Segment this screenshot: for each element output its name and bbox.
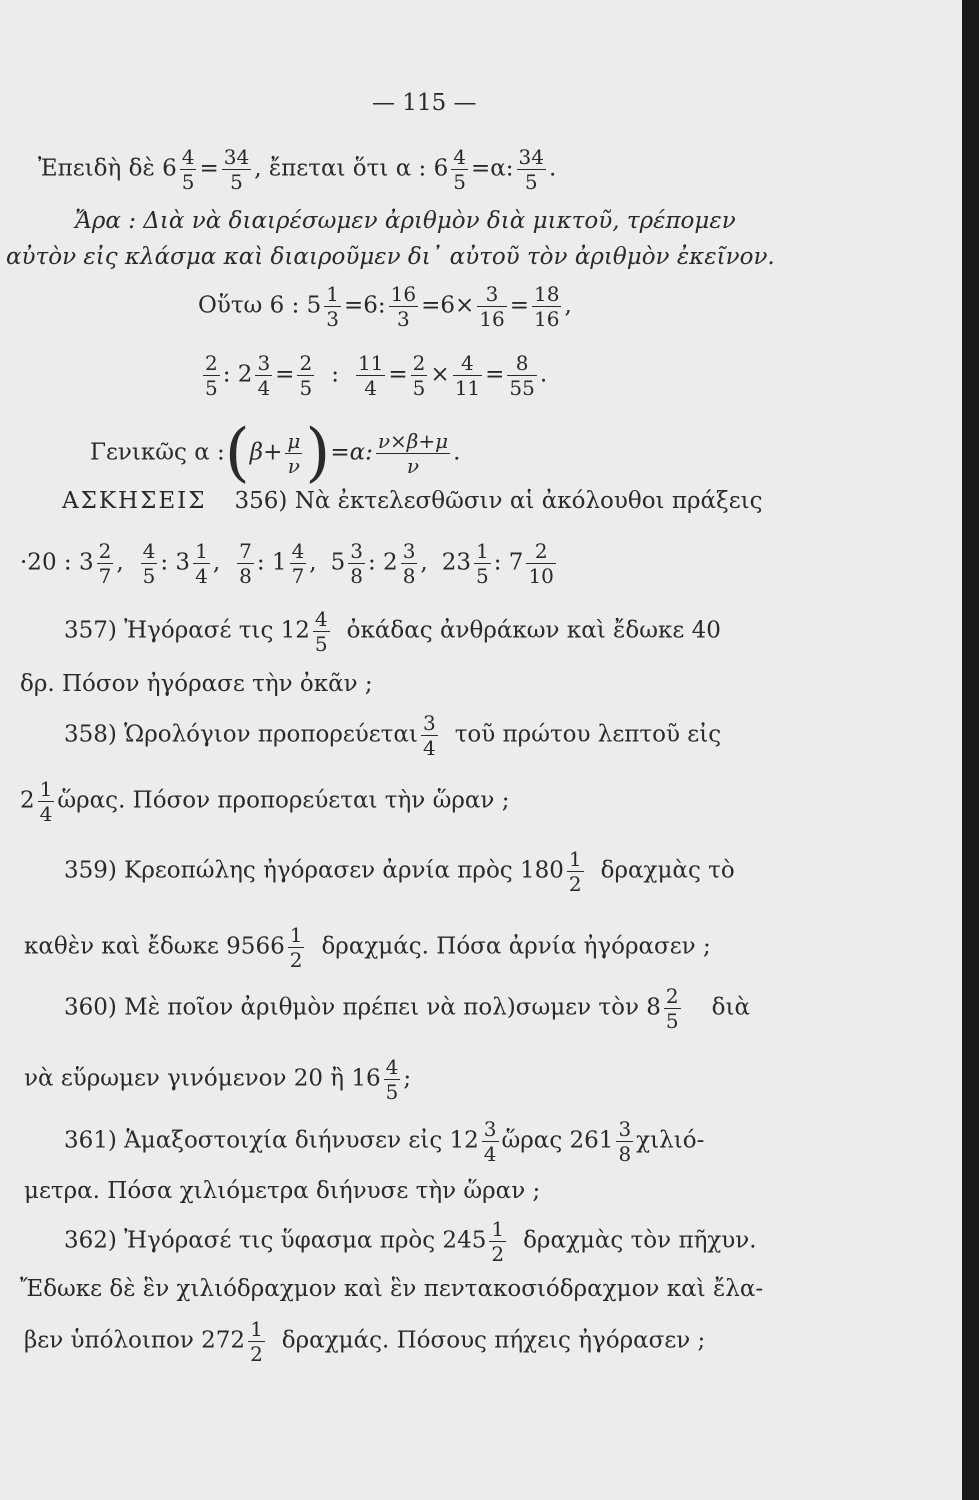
fraction: $\frac{2}{10}$ (528, 539, 554, 588)
fraction: $\frac{1}{4}$ (195, 539, 208, 588)
exercise-357: 357) Ἠγόρασέ τις 12 $\frac{4}{5}$ ὀκάδας ἀνθράκων καὶ ἔδωκε 40 (64, 607, 721, 656)
exercise-361-cont: μετρα. Πόσα χιλιόμετρα διήνυσε τὴν ὥραν ; (24, 1178, 541, 1204)
fraction: $\frac{\nu\times\beta+\mu}{\nu}$ (377, 429, 449, 479)
exercise-356-operations: ·20 : 3 $\frac{2}{7}$ , $\frac{4}{5}$ : 3 $\frac{1}{4}$ , $\frac{7}{8}$ : 1 $\frac{4}{7}$ , 5 $\frac{3}{8}$ : 2 $\frac{3}{8}$ , 23 $\frac{1}{5}$ : 7 $\frac{2}{10}$ (20, 539, 554, 588)
page-number: — 115 — (372, 90, 477, 116)
fraction: $\frac{4}{11}$ (454, 351, 481, 400)
fraction: $\frac{4}{5}$ (142, 539, 156, 588)
fraction: $\frac{\mu}{\nu}$ (287, 429, 301, 479)
fraction: $\frac{34}{5}$ (518, 145, 544, 194)
fraction: $\frac{1}{2}$ (289, 923, 303, 972)
fraction: $\frac{2}{5}$ (665, 984, 679, 1033)
example-line-1: Οὕτω 6 : 5 $\frac{1}{3}$ =6: $\frac{16}{3}$ =6× $\frac{3}{16}$ = $\frac{18}{16}$ , (198, 282, 572, 331)
fraction: $\frac{2}{5}$ (299, 351, 313, 400)
fraction: $\frac{2}{5}$ (412, 351, 426, 400)
fraction: $\frac{1}{2}$ (568, 847, 582, 896)
exercise-362-cont-1: Ἔδωκε δὲ ἓν χιλιόδραχμον καὶ ἓν πεντακοσιόδραχμον καὶ ἔλα- (20, 1276, 764, 1302)
fraction: $\frac{2}{5}$ (205, 351, 218, 400)
exercises-heading: ΑΣΚΗΣΕΙΣ 356) Νὰ ἐκτελεσθῶσιν αἱ ἀκόλουθοι πράξεις (62, 488, 763, 514)
fraction: $\frac{4}{5}$ (453, 145, 466, 194)
fraction: $\frac{8}{55}$ (509, 351, 535, 400)
fraction: $\frac{4}{7}$ (291, 539, 305, 588)
fraction: $\frac{2}{7}$ (98, 539, 112, 588)
fraction: $\frac{1}{4}$ (39, 777, 53, 826)
fraction: $\frac{3}{8}$ (618, 1117, 632, 1166)
exercise-361: 361) Ἁμαξοστοιχία διήνυσεν εἰς 12 $\frac{3}{4}$ ὥρας 261 $\frac{3}{8}$ χιλιό- (64, 1117, 705, 1166)
rule-line-1: Ἄρα : Διὰ νὰ διαιρέσωμεν ἀριθμὸν διὰ μικτοῦ, τρέπομεν (75, 208, 736, 234)
fraction: $\frac{3}{16}$ (479, 282, 505, 331)
l1-text-a: Ἐπειδὴ δὲ 6 (38, 155, 177, 182)
exercise-359-cont: καθὲν καὶ ἔδωκε 9566 $\frac{1}{2}$ δραχμάς. Πόσα ἀρνία ἠγόρασεν ; (24, 923, 711, 972)
fraction: $\frac{18}{16}$ (534, 282, 560, 331)
exercise-358: 358) Ὡρολόγιον προπορεύεται $\frac{3}{4}$ τοῦ πρώτου λεπτοῦ εἰς (64, 711, 722, 760)
fraction: $\frac{3}{8}$ (402, 539, 416, 588)
exercise-359: 359) Κρεοπώλης ἠγόρασεν ἀρνία πρὸς 180 $\frac{1}{2}$ δραχμὰς τὸ (64, 847, 735, 896)
fraction: $\frac{3}{4}$ (257, 351, 271, 400)
exercise-362-cont-2: βεν ὑπόλοιπον 272 $\frac{1}{2}$ δραχμάς. Πόσους πήχεις ἠγόρασεν ; (24, 1317, 706, 1366)
fraction: $\frac{1}{3}$ (326, 282, 339, 331)
fraction: $\frac{3}{4}$ (483, 1117, 497, 1166)
fraction: $\frac{16}{3}$ (390, 282, 417, 331)
rule-line-2: αὐτὸν εἰς κλάσμα καὶ διαιροῦμεν δι᾽ αὐτοῦ τὸν ἀριθμὸν ἐκεῖνον. (6, 244, 775, 270)
exercise-358-cont: 2 $\frac{1}{4}$ ὥρας. Πόσον προπορεύεται τὴν ὥραν ; (20, 777, 510, 826)
exercise-357-cont: δρ. Πόσον ἠγόρασε τὴν ὀκᾶν ; (20, 671, 373, 697)
fraction: $\frac{4}{5}$ (385, 1055, 399, 1104)
fraction: $\frac{7}{8}$ (239, 539, 252, 588)
general-formula: Γενικῶς α :(β+ $\frac{\mu}{\nu}$ )=α: $\frac{\nu\times\beta+\mu}{\nu}$ . (90, 416, 461, 490)
exercise-360: 360) Μὲ ποῖον ἀριθμὸν πρέπει νὰ πολ)σωμεν τὸν 8 $\frac{2}{5}$ διὰ (64, 984, 751, 1033)
fraction: $\frac{4}{5}$ (314, 607, 328, 656)
fraction: $\frac{11}{4}$ (357, 351, 384, 400)
exercise-362: 362) Ἠγόρασέ τις ὕφασμα πρὸς 245 $\frac{1}{2}$ δραχμὰς τὸν πῆχυν. (64, 1217, 757, 1266)
fraction: $\frac{3}{8}$ (350, 539, 363, 588)
exercise-360-cont: νὰ εὕρωμεν γινόμενον 20 ἢ 16 $\frac{4}{5}$ ; (24, 1055, 412, 1104)
fraction: $\frac{1}{2}$ (250, 1317, 263, 1366)
fraction: $\frac{1}{2}$ (491, 1217, 505, 1266)
fraction: $\frac{1}{5}$ (476, 539, 489, 588)
example-line-2: $\frac{2}{5}$ : 2 $\frac{3}{4}$ = $\frac{2}{5}$ : $\frac{11}{4}$ = $\frac{2}{5}$ × $\frac{4}{11}$ = $\frac{8}{55}$ . (205, 351, 548, 400)
fraction: $\frac{34}{5}$ (223, 145, 250, 194)
equation-line-1: Ἐπειδὴ δὲ 6 $\frac{4}{5}$ = $\frac{34}{5}$ , ἔπεται ὅτι α : 6 $\frac{4}{5}$ =α: $\frac{34}{5}$ . (38, 145, 557, 194)
fraction: $\frac{3}{4}$ (422, 711, 436, 760)
fraction: $\frac{4}{5}$ (181, 145, 195, 194)
